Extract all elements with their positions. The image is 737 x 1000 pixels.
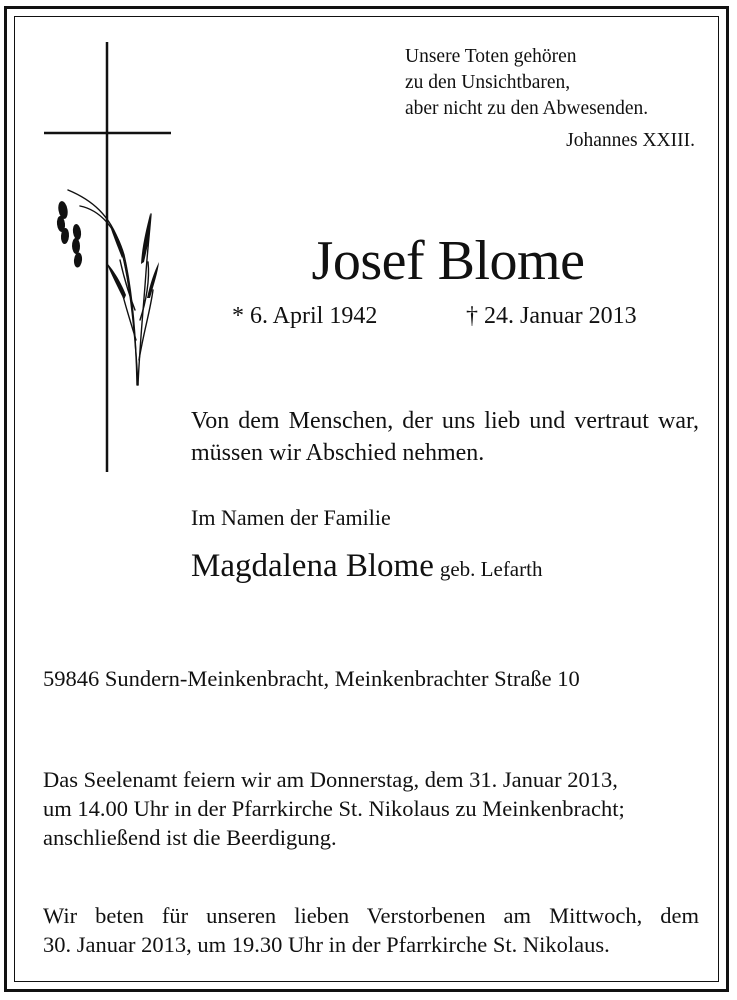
death-date: † 24. Januar 2013 (466, 303, 637, 329)
family-signature (191, 548, 542, 585)
quote-author: Johannes XXIII. (566, 130, 695, 151)
cross-with-wheat-icon (40, 40, 180, 480)
service-paragraph-prayer (43, 901, 699, 959)
service-line: anschließend ist die Beerdigung. (43, 825, 337, 850)
service-paragraph-requiem (43, 765, 699, 852)
service-line: Wir beten für unseren lieben Verstorbenen am Mittwoch, dem (43, 903, 699, 928)
deceased-name: Josef Blome (311, 230, 585, 292)
address: 59846 Sundern-Meinkenbracht, Meinkenbrachter Straße 10 (43, 666, 580, 691)
family-name: Magdalena Blome (191, 548, 434, 584)
birth-date: * 6. April 1942 (232, 303, 378, 329)
family-intro: Im Namen der Familie (191, 505, 391, 530)
family-maiden-name: geb. Lefarth (439, 557, 543, 581)
farewell-text: Von dem Menschen, der uns lieb und vertraut war, müssen wir Abschied nehmen. (191, 408, 699, 466)
quote-line: aber nicht zu den Abwesenden. (405, 98, 649, 119)
service-line: Das Seelenamt feiern wir am Donnerstag, dem 31. Januar 2013, (43, 767, 618, 792)
quote-line: Unsere Toten gehören (405, 46, 577, 67)
service-line: um 14.00 Uhr in der Pfarrkirche St. Nikolaus zu Meinkenbracht; (43, 796, 625, 821)
service-line: 30. Januar 2013, um 19.30 Uhr in der Pfarrkirche St. Nikolaus. (43, 932, 610, 957)
quote-block (405, 44, 701, 122)
quote-line: zu den Unsichtbaren, (405, 72, 571, 93)
